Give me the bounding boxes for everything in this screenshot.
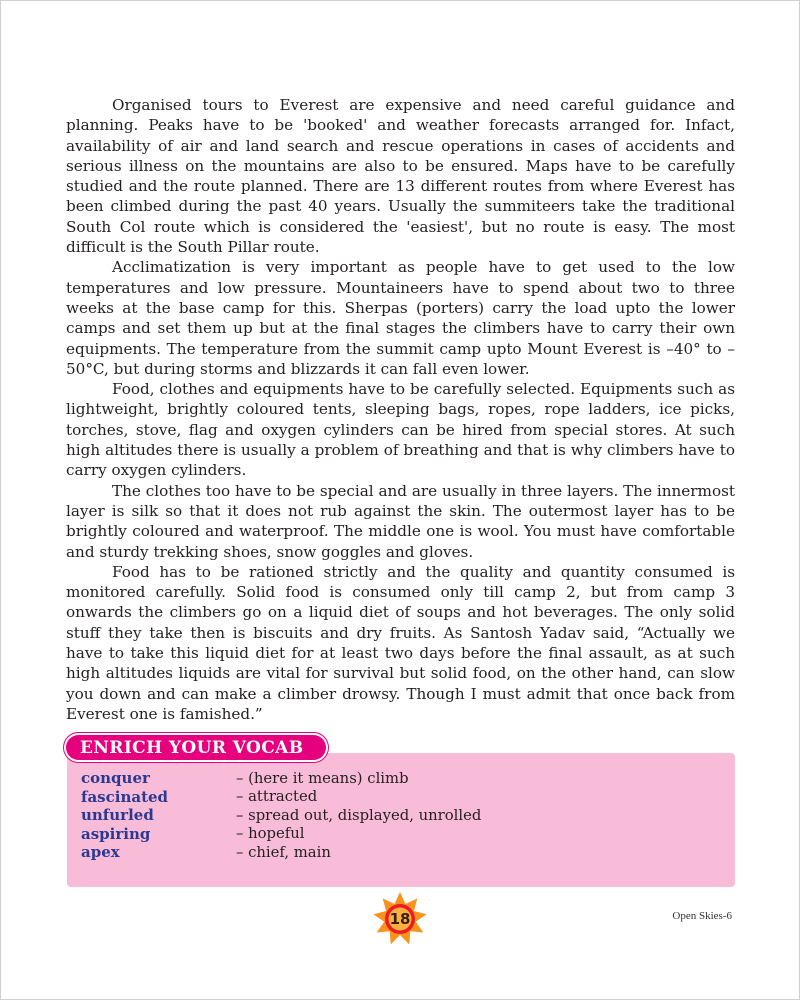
vocab-meaning: – spread out, displayed, unrolled (236, 806, 482, 824)
book-title: Open Skies-6 (672, 910, 732, 922)
page-number: 18 (389, 910, 411, 928)
vocab-word: unfurled (81, 806, 154, 825)
vocab-entry (81, 769, 481, 788)
page-number-badge (372, 891, 428, 947)
vocab-list (81, 769, 481, 862)
paragraph: Organised tours to Everest are expensive and need careful guidance and planning. Peaks have to be 'booked' and weather forecasts arranged for. Infact, availability of air and land search and rescue operations in cases of accidents and serious illness on the mountains are also to be ensured. Maps have to be carefully studied and the route planned. There are 13 different routes from where Everest has been climbed during the past 40 years. Usually the summiteers take the traditional South Col route which is considered the 'easiest', but no route is easy. The most difficult is the South Pillar route. (66, 96, 735, 257)
vocab-entry (81, 843, 481, 862)
vocab-word: conquer (81, 769, 150, 788)
vocab-box (67, 753, 735, 887)
paragraph: Acclimatization is very important as people have to get used to the low temperatures and low pressure. Mountaineers have to spend about two to three weeks at the base camp for this. Sherpas (porters) carry the load upto the lower camps and set them up but at the final stages the climbers have to carry their own equipments. The temperature from the summit camp upto Mount Everest is –40° to –50°C, but during storms and blizzards it can fall even lower. (66, 258, 735, 378)
vocab-meaning: – chief, main (236, 843, 331, 861)
vocab-word: fascinated (81, 787, 169, 806)
vocab-word: apex (81, 843, 120, 862)
paragraph: Food has to be rationed strictly and the quality and quantity consumed is monitored carefully. Solid food is consumed only till camp 2, but from camp 3 onwards the climbers go on a liquid diet of soups and hot beverages. The only solid stuff they take then is biscuits and dry fruits. As Santosh Yadav said, “Actually we have to take this liquid diet for at least two days before the final assault, as at such high altitudes liquids are vital for survival but solid food, on the other hand, can slow you down and can make a climber drowsy. Though I must admit that once back from Everest one is famished.” (66, 562, 735, 723)
paragraph: The clothes too have to be special and are usually in three layers. The innermost layer is silk so that it does not rub against the skin. The outermost layer has to be brightly coloured and waterproof. The middle one is wool. You must have comfortable and sturdy trekking shoes, snow goggles and gloves. (66, 481, 735, 561)
vocab-word: aspiring (81, 824, 151, 843)
vocab-entry (81, 825, 481, 844)
paragraph: Food, clothes and equipments have to be carefully selected. Equipments such as lightweight, brightly coloured tents, sleeping bags, ropes, rope ladders, ice picks, torches, stove, flag and oxygen cylinders can be hired from special stores. At such high altitudes there is usually a problem of breathing and that is why climbers have to carry oxygen cylinders. (66, 380, 735, 480)
vocab-meaning: – (here it means) climb (236, 769, 409, 787)
vocab-meaning: – hopeful (236, 825, 305, 843)
vocab-entry (81, 806, 481, 825)
body-text (66, 95, 735, 724)
vocab-meaning: – attracted (236, 788, 318, 806)
vocab-heading: ENRICH YOUR VOCAB (66, 735, 326, 760)
vocab-entry (81, 788, 481, 807)
